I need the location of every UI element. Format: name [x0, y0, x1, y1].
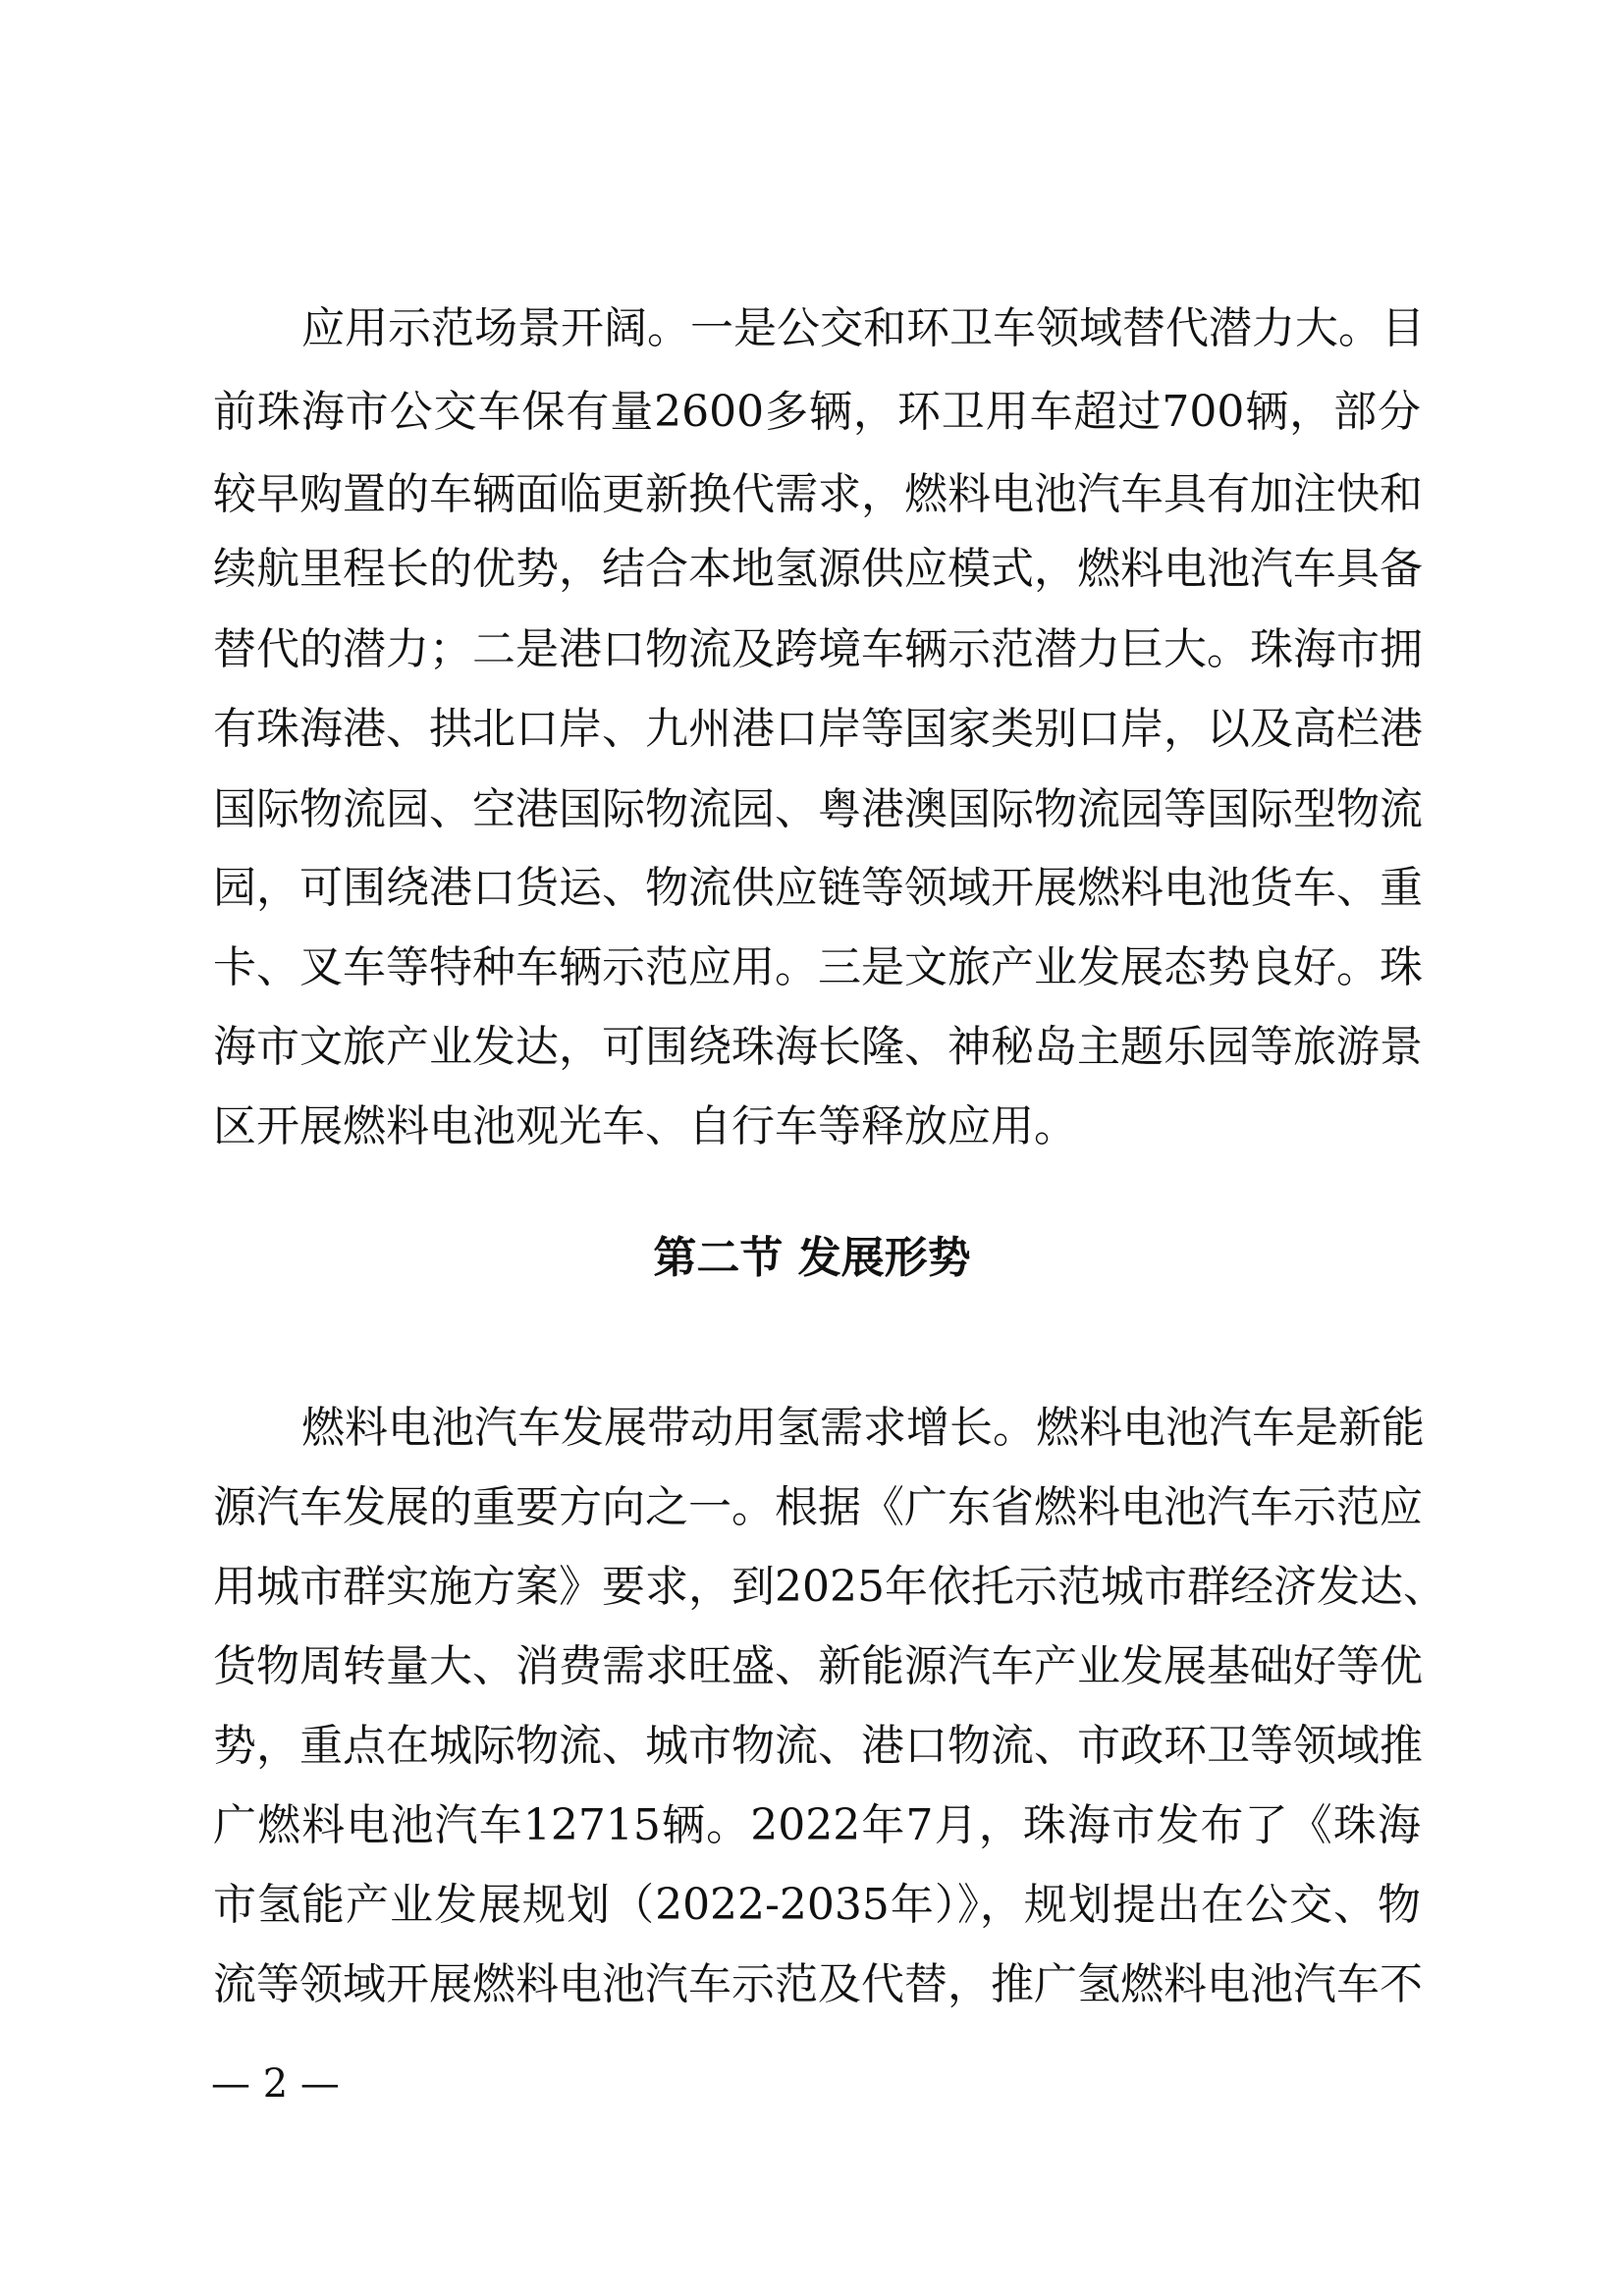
- paragraph-1-line: 较早购置的车辆面临更新换代需求，燃料电池汽车具有加注快和: [213, 469, 1423, 519]
- paragraph-2-line: 用城市群实施方案》要求，到2025年依托示范城市群经济发达、: [213, 1562, 1446, 1612]
- paragraph-2-line: 市氢能产业发展规划（2022-2035年）》，规划提出在公交、物: [213, 1880, 1421, 1930]
- paragraph-1-line: 续航里程长的优势，结合本地氢源供应模式，燃料电池汽车具备: [213, 544, 1423, 594]
- paragraph-1-line: 替代的潜力；二是港口物流及跨境车辆示范潜力巨大。珠海市拥: [213, 624, 1423, 674]
- paragraph-1-line: 前珠海市公交车保有量2600多辆，环卫用车超过700辆，部分: [213, 387, 1421, 437]
- paragraph-1-line: 区开展燃料电池观光车、自行车等释放应用。: [213, 1101, 1077, 1151]
- paragraph-1-line: 应用示范场景开阔。一是公交和环卫车领域替代潜力大。目: [301, 303, 1425, 353]
- paragraph-1-line: 园，可围绕港口货运、物流供应链等领域开展燃料电池货车、重: [213, 863, 1423, 913]
- paragraph-2-line: 势，重点在城际物流、城市物流、港口物流、市政环卫等领域推: [213, 1721, 1423, 1771]
- paragraph-2-line: 燃料电池汽车发展带动用氢需求增长。燃料电池汽车是新能: [301, 1403, 1425, 1453]
- paragraph-1-line: 有珠海港、拱北口岸、九州港口岸等国家类别口岸，以及高栏港: [213, 704, 1423, 754]
- paragraph-1-line: 国际物流园、空港国际物流园、粤港澳国际物流园等国际型物流: [213, 784, 1423, 834]
- paragraph-2-line: 流等领域开展燃料电池汽车示范及代替，推广氢燃料电池汽车不: [213, 1959, 1423, 2009]
- paragraph-2-line: 货物周转量大、消费需求旺盛、新能源汽车产业发展基础好等优: [213, 1641, 1423, 1691]
- paragraph-2-line: 源汽车发展的重要方向之一。根据《广东省燃料电池汽车示范应: [213, 1482, 1423, 1532]
- page-number: — 2 —: [211, 2061, 340, 2107]
- section-heading: 第二节 发展形势: [653, 1233, 971, 1283]
- paragraph-1-line: 海市文旅产业发达，可围绕珠海长隆、神秘岛主题乐园等旅游景: [213, 1022, 1423, 1072]
- paragraph-2-line: 广燃料电池汽车12715辆。2022年7月，珠海市发布了《珠海: [213, 1800, 1421, 1850]
- paragraph-1-line: 卡、叉车等特种车辆示范应用。三是文旅产业发展态势良好。珠: [213, 942, 1423, 992]
